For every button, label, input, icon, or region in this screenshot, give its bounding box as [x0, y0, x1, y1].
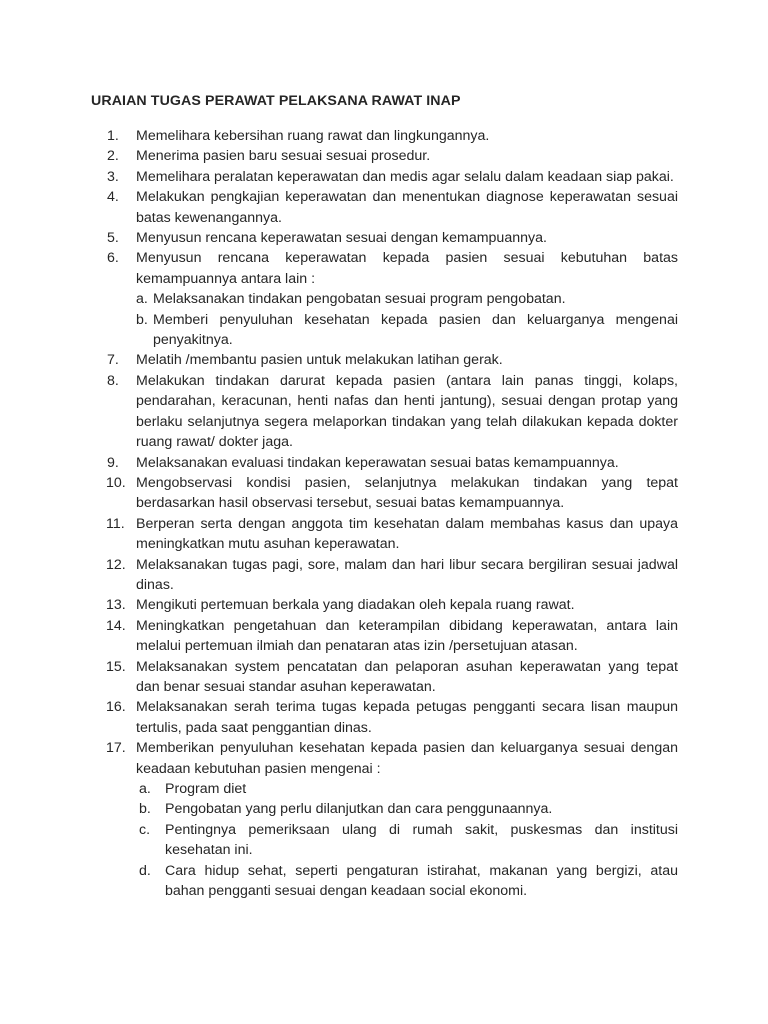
list-item-number: 12.	[106, 556, 126, 573]
list-item	[107, 371, 678, 453]
sub-list-item-text: Melaksanakan tindakan pengobatan sesuai program pengobatan.	[153, 291, 566, 308]
list-item	[107, 167, 678, 187]
list-item-number: 3.	[107, 168, 119, 185]
list-item	[107, 146, 678, 166]
list-item	[107, 453, 678, 473]
list-item	[107, 228, 678, 248]
list-item-number: 2.	[107, 148, 119, 165]
list-item	[107, 555, 678, 596]
list-item-number: 7.	[107, 352, 119, 369]
list-item-text: Melakukan tindakan darurat kepada pasien (antara lain panas tinggi, kolaps, pendarahan, keracunan, henti nafas dan henti jantung), sesuai dengan protap yang berlaku selanjutnya segera melaporkan tindakan yang telah dilakukan kepada dokter ruang rawat/ dokter jaga.	[136, 372, 678, 451]
list-item	[107, 473, 678, 514]
sub-list-item	[139, 779, 678, 799]
list-item	[107, 738, 678, 779]
list-item-number: 10.	[106, 474, 126, 491]
sub-list-item-text: Pentingnya pemeriksaan ulang di rumah sakit, puskesmas dan institusi kesehatan ini.	[165, 821, 678, 859]
list-item-number: 5.	[107, 230, 119, 247]
sub-list-item-letter: b.	[139, 801, 151, 818]
sub-list-item	[139, 861, 678, 902]
list-item-text: Melakukan pengkajian keperawatan dan menentukan diagnose keperawatan sesuai batas kewenangannya.	[136, 189, 678, 226]
list-item-text: Menerima pasien baru sesuai sesuai prosedur.	[136, 148, 431, 165]
list-item-number: 17.	[106, 740, 126, 757]
list-item-number: 14.	[106, 617, 126, 634]
sub-list-item-text: Program diet	[165, 781, 247, 797]
list-item-text: Mengobservasi kondisi pasien, selanjutnya melakukan tindakan yang tepat berdasarkan hasil observasi tersebut, sesuai batas kemampuannya.	[136, 474, 678, 512]
sub-list-item	[139, 799, 678, 819]
list-item	[107, 350, 678, 370]
list-item-text: Melaksanakan evaluasi tindakan keperawatan sesuai batas kemampuannya.	[136, 454, 619, 471]
list-item-number: 15.	[106, 658, 126, 675]
list-item-text: Melaksanakan tugas pagi, sore, malam dan hari libur secara bergiliran sesuai jadwal dinas.	[136, 556, 678, 593]
list-item-text: Menyusun rencana keperawatan sesuai dengan kemampuannya.	[136, 230, 547, 247]
list-item-number: 4.	[107, 189, 119, 206]
sub-list-item-text: Cara hidup sehat, seperti pengaturan istirahat, makanan yang bergizi, atau bahan pengganti sesuai dengan keadaan social ekonomi.	[165, 862, 678, 900]
list-item-text: Meningkatkan pengetahuan dan keterampilan dibidang keperawatan, antara lain melalui pertemuan ilmiah dan penataran atas izin /persetujuan atasan.	[136, 617, 678, 655]
list-item-text: Memelihara peralatan keperawatan dan medis agar selalu dalam keadaan siap pakai.	[136, 168, 674, 185]
sub-list-item-letter: a.	[139, 781, 151, 797]
list-item-number: 6.	[107, 250, 119, 267]
sub-list-item-letter: a.	[136, 291, 148, 308]
sub-list-item-letter: c.	[139, 821, 151, 838]
list-item	[107, 657, 678, 698]
list-item-number: 11.	[106, 515, 125, 532]
task-list	[107, 126, 678, 901]
sub-list-item	[139, 820, 678, 861]
list-item-text: Memberikan penyuluhan kesehatan kepada pasien dan keluarganya sesuai dengan keadaan kebutuhan pasien mengenai :	[136, 740, 678, 777]
list-item-text: Melaksanakan serah terima tugas kepada petugas pengganti secara lisan maupun tertulis, pada saat penggantian dinas.	[136, 699, 678, 736]
list-item-text: Mengikuti pertemuan berkala yang diadakan oleh kepala ruang rawat.	[136, 597, 575, 614]
list-item-text: Melaksanakan system pencatatan dan pelaporan asuhan keperawatan yang tepat dan benar sesuai standar asuhan keperawatan.	[136, 658, 678, 695]
list-item	[107, 248, 678, 289]
list-item	[107, 514, 678, 555]
sub-list-item	[136, 310, 678, 351]
list-item	[107, 595, 678, 615]
list-item	[107, 126, 678, 146]
list-item	[107, 187, 678, 228]
list-item-text: Memelihara kebersihan ruang rawat dan lingkungannya.	[136, 128, 490, 144]
sub-list-item-text: Memberi penyuluhan kesehatan kepada pasien dan keluarganya mengenai penyakitnya.	[153, 311, 678, 349]
list-item	[107, 616, 678, 657]
sub-list-item	[136, 289, 678, 309]
list-item-text: Berperan serta dengan anggota tim kesehatan dalam membahas kasus dan upaya meningkatkan mutu asuhan keperawatan.	[136, 515, 678, 553]
list-item	[107, 697, 678, 738]
sub-list-item-text: Pengobatan yang perlu dilanjutkan dan cara penggunaannya.	[165, 801, 553, 818]
list-item-number: 8.	[107, 372, 119, 389]
document-title: URAIAN TUGAS PERAWAT PELAKSANA RAWAT INAP	[91, 93, 461, 109]
list-item-number: 9.	[107, 454, 119, 471]
list-item-number: 16.	[106, 699, 126, 716]
list-item-text: Menyusun rencana keperawatan kepada pasien sesuai kebutuhan batas kemampuannya antara lain :	[136, 250, 678, 287]
sub-list-item-letter: d.	[139, 862, 151, 879]
list-item-text: Melatih /membantu pasien untuk melakukan latihan gerak.	[136, 352, 503, 369]
sub-list-item-letter: b.	[136, 311, 148, 328]
list-item-number: 1.	[107, 128, 119, 144]
list-item-number: 13.	[106, 597, 126, 614]
